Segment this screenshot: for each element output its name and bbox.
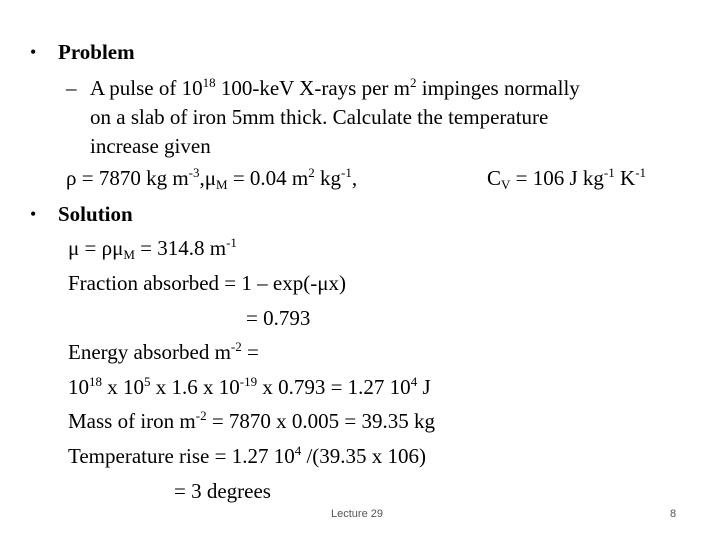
- bullet-problem: •: [30, 42, 37, 62]
- problem-heading: Problem: [58, 40, 135, 64]
- problem-dash: –: [66, 76, 77, 100]
- problem-line-2: on a slab of iron 5mm thick. Calculate the temperature: [90, 105, 549, 129]
- solution-energy: Energy absorbed $m^{-2}$ =: [68, 339, 259, 364]
- problem-line-3: increase given: [90, 134, 211, 158]
- solution-fraction-value: = 0.793: [246, 306, 311, 330]
- solution-fraction: Fraction absorbed = 1 – exp(-μx): [68, 271, 346, 295]
- bullet-solution: •: [30, 204, 37, 224]
- given-heat-capacity: $C_V = 106$ J $kg^{-1}$ $K^{-1}$: [487, 165, 647, 192]
- solution-temperature-value: = 3 degrees: [174, 479, 271, 503]
- problem-line-1: A pulse of $10^{18}$ 100-keV X-rays per $m^2$ impinges normally: [90, 75, 580, 100]
- solution-heading: Solution: [58, 202, 133, 226]
- solution-temperature: Temperature rise = 1.27 $10^4$ /(39.35 x 106): [68, 443, 427, 468]
- given-density: ρ = 7870 kg $m^{-3},\mu_M = 0.04$ $m^2$ $kg^{-1}$,: [66, 165, 358, 192]
- page-number: 8: [670, 508, 677, 520]
- footer-lecture: Lecture 29: [331, 508, 383, 520]
- solution-mu: $\mu = \rho\mu_M = 314.8$ $m^{-1}$: [68, 235, 237, 262]
- solution-mass: Mass of iron $m^{-2} = 7870$ x 0.005 = 39.35 kg: [68, 408, 436, 433]
- solution-calculation: $10^{18}$ x $10^5$ x 1.6 x $10^{-19}$ x 0.793 = 1.27 $10^4$ J: [68, 374, 431, 399]
